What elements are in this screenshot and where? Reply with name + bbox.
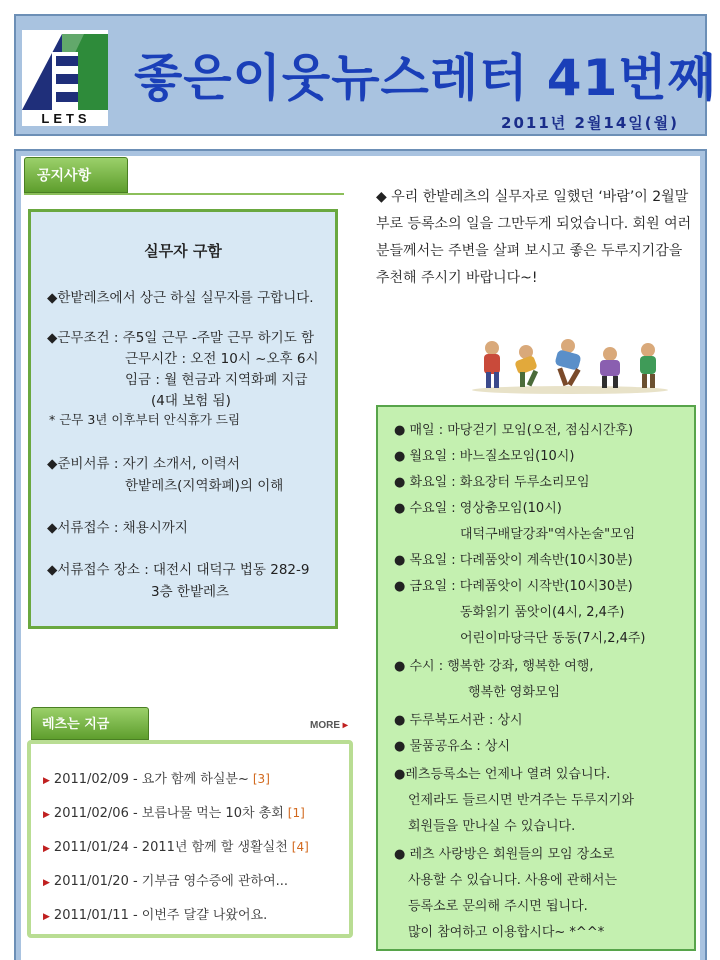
news-item[interactable]	[43, 904, 267, 923]
notice-line: * 근무 3년 이후부터 안식휴가 드림	[49, 412, 241, 427]
notice-line: (4대 보험 됨)	[151, 393, 231, 409]
schedule-line: 사용할 수 있습니다. 사용에 관해서는	[408, 873, 618, 888]
news-item[interactable]	[43, 870, 288, 889]
news-item[interactable]	[43, 768, 270, 787]
newsletter-title: 좋은이웃뉴스레터 41번째	[134, 49, 717, 107]
bullet-arrow-icon: ▶	[43, 844, 50, 854]
notice-line: ◆한밭레츠에서 상근 하실 실무자를 구합니다.	[47, 290, 314, 306]
notice-line: ◆준비서류 : 자기 소개서, 이력서	[47, 456, 240, 472]
notice-tab: 공지사항	[24, 157, 128, 193]
lets-logo-icon	[22, 30, 108, 112]
notice-box	[28, 209, 338, 629]
lets-now-tab: 레츠는 지금	[31, 707, 149, 740]
more-link[interactable]	[310, 720, 348, 731]
intro-paragraph: ◆ 우리 한밭레츠의 실무자로 일했던 ‘바람’이 2월말부로 등록소의 일을 그만두게 되었습니다. 회원 여러분들께서는 주변을 살펴 보시고 좋은 두루지기감을 추천해 주시기 바랍니다~!	[376, 189, 692, 286]
schedule-line: ● 화요일 : 화요장터 두루소리모임	[394, 475, 590, 490]
schedule-line: ● 수시 : 행복한 강좌, 행복한 여행,	[394, 659, 594, 674]
notice-line: 근무시간 : 오전 10시 ~오후 6시	[125, 351, 319, 367]
schedule-line: ● 수요일 : 영상춤모임(10시)	[394, 501, 562, 516]
schedule-line: 대덕구배달강좌"역사논술"모임	[460, 527, 636, 542]
news-item-text: 2011/01/11 - 이번주 달걀 나왔어요.	[53, 908, 268, 923]
issue-date: 2011년 2월14일(월)	[501, 114, 679, 132]
schedule-line: 행복한 영화모임	[468, 685, 561, 700]
notice-title: 실무자 구함	[144, 242, 222, 260]
children-playing-illustration	[470, 334, 670, 394]
schedule-line: 회원들을 만나실 수 있습니다.	[408, 819, 576, 834]
schedule-line: 많이 참여하고 이용합시다~ *^^*	[408, 925, 605, 940]
schedule-line: ● 목요일 : 다례품앗이 계속반(10시30분)	[394, 553, 633, 568]
newsletter-header	[14, 14, 717, 136]
news-item-text: 2011/01/20 - 기부금 영수증에 관하여...	[53, 874, 289, 889]
schedule-line: 언제라도 들르시면 반겨주는 두루지기와	[408, 793, 634, 808]
notice-line: ◆서류접수 : 채용시까지	[47, 520, 188, 536]
news-item[interactable]	[43, 802, 305, 821]
notice-tab-underline	[24, 193, 344, 195]
notice-line: ◆서류접수 장소 : 대전시 대덕구 법동 282-9	[47, 562, 310, 578]
notice-line: 임금 : 월 현금과 지역화폐 지급	[125, 372, 308, 388]
notice-line: 한밭레츠(지역화폐)의 이해	[125, 478, 284, 494]
lets-now-box	[27, 740, 353, 938]
comment-count: [4]	[291, 840, 309, 854]
schedule-box	[376, 405, 696, 951]
schedule-line: ● 두루북도서관 : 상시	[394, 713, 523, 728]
schedule-line: ● 레츠 사랑방은 회원들의 모임 장소로	[394, 847, 615, 862]
notice-line: ◆근무조건 : 주5일 근무 -주말 근무 하기도 함	[47, 330, 315, 346]
schedule-line: 동화읽기 품앗이(4시, 2,4주)	[460, 605, 625, 620]
news-item-text: 2011/01/24 - 2011년 함께 할 생활실천	[53, 840, 288, 855]
bullet-arrow-icon: ▶	[43, 810, 50, 820]
schedule-line: ● 월요일 : 바느질소모임(10시)	[394, 449, 575, 464]
schedule-line: ●레츠등록소는 언제나 열려 있습니다.	[394, 767, 611, 782]
schedule-line: 등록소로 문의해 주시면 됩니다.	[408, 899, 588, 914]
more-arrow-icon: ▸	[342, 720, 348, 731]
schedule-line: ● 금요일 : 다례품앗이 시작반(10시30분)	[394, 579, 633, 594]
bullet-arrow-icon: ▶	[43, 912, 50, 922]
news-item-text: 2011/02/09 - 요가 함께 하실분~	[53, 772, 249, 787]
lets-logo	[22, 30, 108, 126]
schedule-line: 어린이마당극단 동동(7시,2,4주)	[460, 631, 646, 646]
bullet-arrow-icon: ▶	[43, 878, 50, 888]
logo-text: LETS	[41, 111, 91, 126]
more-label: MORE	[310, 720, 340, 731]
bullet-arrow-icon: ▶	[43, 776, 50, 786]
comment-count: [3]	[252, 772, 270, 786]
schedule-line: ● 물품공유소 : 상시	[394, 739, 511, 754]
schedule-line: ● 매일 : 마당걷기 모임(오전, 점심시간후)	[394, 423, 634, 438]
comment-count: [1]	[287, 806, 305, 820]
notice-line: 3층 한밭레츠	[151, 584, 230, 600]
news-item[interactable]	[43, 836, 309, 855]
news-item-text: 2011/02/06 - 보름나물 먹는 10차 총회	[53, 806, 284, 821]
